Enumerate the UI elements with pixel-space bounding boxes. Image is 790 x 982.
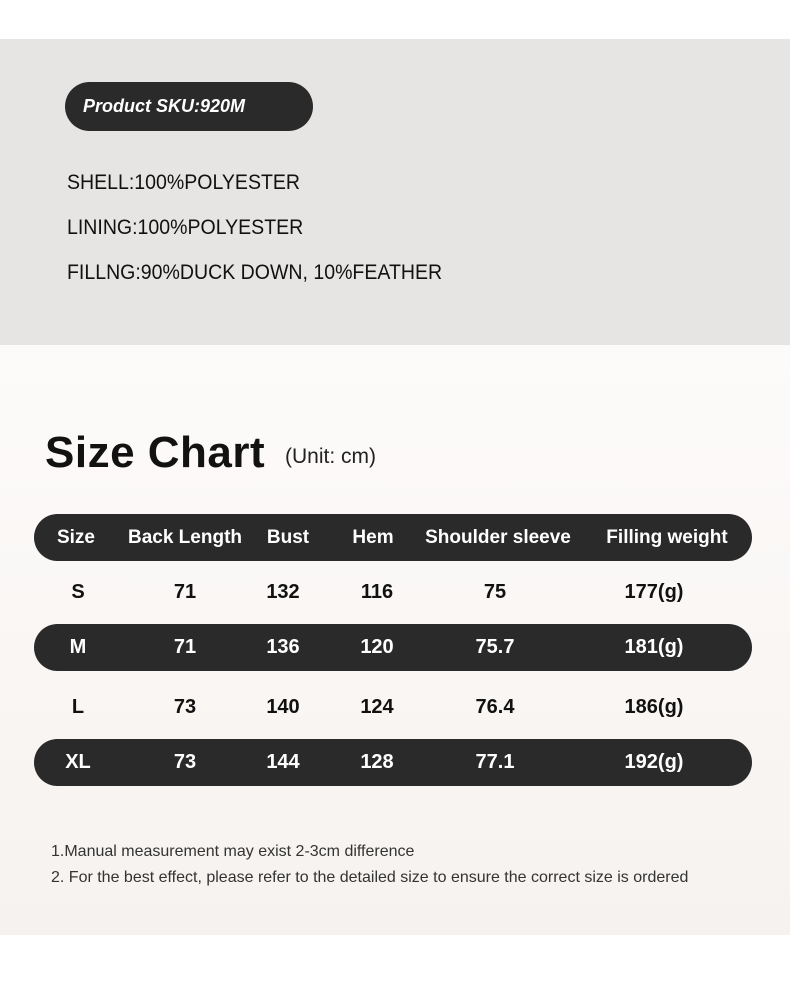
cell-bust: 136 — [266, 636, 300, 658]
size-chart-title: Size Chart — [45, 428, 266, 477]
cell-shoulder-sleeve: 76.4 — [475, 696, 515, 718]
cell-filling-weight: 177(g) — [624, 581, 684, 603]
column-header-shoulder-sleeve: Shoulder sleeve — [425, 527, 571, 548]
column-header-size: Size — [56, 527, 96, 548]
material-label: SHELL: — [67, 171, 135, 194]
note-size-advice: 2. For the best effect, please refer to the detailed size to ensure the correct size is ordered — [51, 869, 689, 886]
material-label: FILLNG: — [67, 261, 141, 284]
cell-hem: 116 — [360, 581, 394, 603]
size-row-s — [34, 569, 752, 616]
column-header-filling-weight: Filling weight — [606, 527, 728, 548]
cell-size: XL — [65, 751, 91, 773]
cell-bust: 140 — [266, 696, 300, 718]
cell-back-length: 73 — [173, 751, 197, 773]
cell-hem: 128 — [360, 751, 394, 773]
cell-bust: 132 — [266, 581, 300, 603]
cell-shoulder-sleeve: 75 — [483, 581, 507, 603]
cell-bust: 144 — [266, 751, 300, 773]
column-header-hem: Hem — [352, 527, 394, 548]
note-measurement: 1.Manual measurement may exist 2-3cm difference — [51, 843, 415, 860]
material-value: 100%POLYESTER — [137, 216, 304, 239]
material-lining — [67, 216, 303, 240]
material-filling — [67, 261, 442, 285]
material-value: 90%DUCK DOWN, 10%FEATHER — [140, 261, 443, 284]
materials-panel — [0, 39, 790, 345]
size-chart-header-row — [34, 514, 752, 561]
size-chart-panel — [0, 345, 790, 935]
cell-size: S — [71, 581, 85, 603]
size-chart-unit: (Unit: cm) — [285, 445, 376, 468]
cell-back-length: 71 — [173, 636, 197, 658]
cell-size: M — [69, 636, 87, 658]
cell-filling-weight: 181(g) — [624, 636, 684, 658]
cell-back-length: 73 — [173, 696, 197, 718]
column-header-back-length: Back Length — [127, 527, 243, 548]
product-sku-badge: Product SKU:920M — [65, 82, 313, 131]
cell-hem: 124 — [360, 696, 394, 718]
material-label: LINING: — [67, 216, 138, 239]
size-row-m — [34, 624, 752, 671]
material-value: 100%POLYESTER — [134, 171, 301, 194]
cell-back-length: 71 — [173, 581, 197, 603]
cell-shoulder-sleeve: 77.1 — [475, 751, 515, 773]
cell-size: L — [71, 696, 85, 718]
size-row-l — [34, 684, 752, 731]
material-shell — [67, 171, 300, 195]
cell-shoulder-sleeve: 75.7 — [475, 636, 515, 658]
cell-hem: 120 — [360, 636, 394, 658]
size-row-xl — [34, 739, 752, 786]
column-header-bust: Bust — [266, 527, 310, 548]
cell-filling-weight: 192(g) — [624, 751, 684, 773]
cell-filling-weight: 186(g) — [624, 696, 684, 718]
